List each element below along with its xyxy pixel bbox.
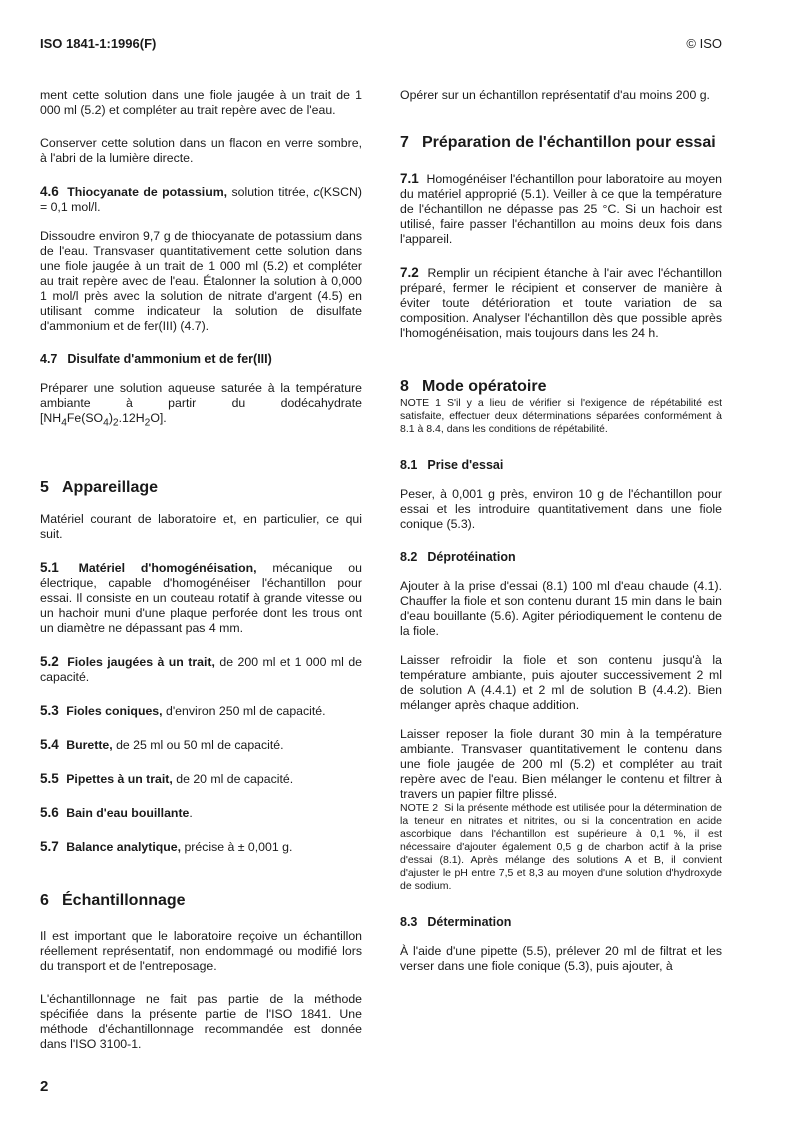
section-title: Mode opératoire bbox=[422, 378, 547, 395]
section-title: Détermination bbox=[427, 915, 512, 929]
section-8-2-heading bbox=[400, 550, 722, 565]
formula-part: .12H bbox=[118, 411, 145, 425]
section-5-4 bbox=[40, 737, 362, 753]
section-5-1 bbox=[40, 560, 362, 636]
section-5-5 bbox=[40, 771, 362, 787]
section-4-6-heading bbox=[40, 184, 362, 215]
section-7-1 bbox=[400, 171, 722, 247]
section-title: Prise d'essai bbox=[427, 458, 504, 472]
section-5-3 bbox=[40, 703, 362, 719]
note-label: NOTE 1 bbox=[400, 397, 441, 409]
section-5-7 bbox=[40, 839, 362, 855]
section-6-paragraph-1: Il est important que le laboratoire reçoive un échantillon réellement représentatif, non endommagé ou modifié lors du transport et de l'entreposage. bbox=[40, 929, 362, 974]
section-number: 7.1 bbox=[400, 171, 419, 186]
section-8-1-body: Peser, à 0,001 g près, environ 10 g de l'échantillon pour essai et les introduire quantitativement dans une fiole conique (5.3). bbox=[400, 487, 722, 531]
section-title: Préparation de l'échantillon pour essai bbox=[422, 134, 716, 151]
section-8-3-body: À l'aide d'une pipette (5.5), prélever 20 ml de filtrat et les verser dans une fiole conique (5.3), puis ajouter, à bbox=[400, 944, 722, 973]
section-number: 5.3 bbox=[40, 703, 59, 719]
section-7-2 bbox=[400, 265, 722, 341]
section-text: Homogénéiser l'échantillon pour laboratoire au moyen du matériel approprié (5.1). Veiller à ce que la température de l'échantillon ne dépasse pas 25 °C. Si un hachoir est utilisé, faire passer l'échantillon au moins deux fois dans l'appareil. bbox=[400, 172, 722, 246]
section-number: 5.4 bbox=[40, 737, 59, 753]
section-number: 5.1 bbox=[40, 560, 59, 576]
section-number: 7.2 bbox=[400, 265, 419, 280]
note-1 bbox=[400, 397, 722, 436]
standard-identifier: ISO 1841-1:1996(F) bbox=[40, 36, 157, 51]
formula-part: O]. bbox=[150, 411, 167, 425]
section-6-paragraph-2: L'échantillonnage ne fait pas partie de la méthode spécifiée dans la présente partie de l'ISO 1841. Une méthode d'échantillonnage recommandée est donnée dans l'ISO 3100-1. bbox=[40, 992, 362, 1052]
section-text: Préparer une solution aqueuse saturée à la température ambiante à partir du dodécahydrate bbox=[40, 381, 362, 410]
section-4-7-heading bbox=[40, 352, 362, 367]
section-number: 5.6 bbox=[40, 805, 59, 821]
section-number: 4.7 bbox=[40, 352, 58, 366]
section-8-2-paragraph-1: Ajouter à la prise d'essai (8.1) 100 ml d'eau chaude (4.1). Chauffer la fiole et son contenu durant 15 min dans le bain d'eau bouillante (5.6). Agiter périodiquement le contenu de la fiole. bbox=[400, 579, 722, 638]
formula-subscript: 4 bbox=[103, 417, 109, 429]
copyright-notice: © ISO bbox=[686, 36, 722, 51]
section-title: Déprotéination bbox=[427, 550, 516, 564]
section-number: 5 bbox=[40, 479, 49, 497]
section-8-3-heading bbox=[400, 915, 722, 930]
section-title: Bain d'eau bouillante bbox=[66, 806, 190, 821]
section-5-heading bbox=[40, 478, 362, 498]
section-number: 5.2 bbox=[40, 654, 59, 670]
section-title: Appareillage bbox=[62, 479, 159, 497]
section-text: de 20 ml de capacité. bbox=[172, 772, 294, 787]
section-title: Disulfate d'ammonium et de fer(III) bbox=[67, 352, 272, 366]
section-number: 8.3 bbox=[400, 915, 418, 929]
section-text: . bbox=[189, 806, 193, 821]
section-text: Remplir un récipient étanche à l'air avec l'échantillon préparé, fermer le récipient et conserver de manière à éviter toute détérioration et toute variation de sa composition. Analyser l'échantillon dès que possible après l'homogénéisation, mais toujours dans les 24 h. bbox=[400, 266, 722, 340]
page-number: 2 bbox=[40, 1078, 49, 1095]
note-text: S'il y a lieu de vérifier si l'exigence de répétabilité est satisfaite, effectuer deux déterminations séparées conformément à 8.1 à 8.4, dans les conditions de répétabilité. bbox=[400, 397, 722, 435]
paragraph-conserve: Conserver cette solution dans un flacon en verre sombre, à l'abri de la lumière directe. bbox=[40, 136, 362, 165]
section-number: 8.1 bbox=[400, 458, 418, 472]
section-text: de 200 ml et 1 000 ml de capacité. bbox=[40, 655, 362, 685]
section-number: 5.5 bbox=[40, 771, 59, 787]
section-7-heading bbox=[400, 133, 722, 153]
section-text: de 25 ml ou 50 ml de capacité. bbox=[112, 738, 284, 753]
note-label: NOTE 2 bbox=[400, 802, 439, 814]
section-title: Fioles coniques, bbox=[66, 704, 163, 719]
page-header bbox=[40, 36, 722, 54]
section-title: Thiocyanate de potassium, bbox=[67, 185, 228, 199]
section-title: Pipettes à un trait, bbox=[66, 772, 173, 787]
section-number: 6 bbox=[40, 892, 49, 910]
section-title: Échantillonnage bbox=[62, 892, 186, 910]
section-8-2-paragraph-2: Laisser refroidir la fiole et son contenu jusqu'à la température ambiante, puis ajouter successivement 2 ml de solution A (4.4.1) et 2 ml de solution B (4.4.2). Bien mélanger après chaque addition. bbox=[400, 653, 722, 712]
section-8-2-paragraph-3: Laisser reposer la fiole durant 30 min à la température ambiante. Transvaser quantitativement le contenu dans une fiole jaugée de 200 ml (5.2) et compléter au trait repère avec de l'eau. Bien mélanger le contenu et filtrer à travers un papier filtre plissé. bbox=[400, 727, 722, 801]
formula-subscript: 2 bbox=[112, 417, 119, 429]
formula-part: ) bbox=[108, 411, 113, 425]
section-8-heading bbox=[400, 377, 722, 397]
section-title: Fioles jaugées à un trait, bbox=[67, 655, 215, 670]
section-5-6 bbox=[40, 805, 362, 821]
left-column bbox=[40, 88, 362, 1052]
section-number: 5.7 bbox=[40, 839, 59, 855]
formula-text: (KSCN) = 0,1 mol/l. bbox=[40, 185, 362, 214]
paragraph-continued: Opérer sur un échantillon représentatif d'au moins 200 g. bbox=[400, 88, 710, 102]
section-8-1-heading bbox=[400, 458, 722, 473]
section-6-heading bbox=[40, 891, 362, 911]
formula-subscript: 2 bbox=[144, 417, 151, 429]
formula-symbol: c bbox=[313, 185, 320, 199]
note-text: Si la présente méthode est utilisée pour la détermination de la teneur en nitrates et nitrites, ou si la concentration en acide ascorbique dans l'échantillon est supérieure à 0,1 %, il est nécessaire d'ajouter également 0,5 g de charbon actif à la prise d'essai (8.1). Après mélange des solutions A et B, il convient d'ajuster le pH entre 7,5 et 8,3 au moyen d'une solution d'hydroxyde de sodium. bbox=[400, 802, 722, 892]
section-text: d'environ 250 ml de capacité. bbox=[162, 704, 326, 719]
formula-part: [NH bbox=[40, 411, 62, 425]
right-column bbox=[400, 88, 722, 974]
section-text: précise à ± 0,001 g. bbox=[181, 840, 293, 855]
section-4-7-body bbox=[40, 381, 362, 430]
section-number: 4.6 bbox=[40, 184, 59, 199]
section-text: solution titrée, bbox=[227, 185, 314, 199]
section-5-intro: Matériel courant de laboratoire et, en particulier, ce qui suit. bbox=[40, 512, 362, 542]
section-number: 8 bbox=[400, 378, 409, 395]
chemical-formula bbox=[40, 411, 167, 429]
section-title: Matériel d'homogénéisation, bbox=[78, 561, 257, 576]
formula-part: Fe(SO bbox=[66, 411, 104, 425]
section-title: Burette, bbox=[66, 738, 113, 753]
paragraph-continued: ment cette solution dans une fiole jaugée à un trait de 1 000 ml (5.2) et compléter au trait repère avec de l'eau. bbox=[40, 88, 362, 117]
section-title: Balance analytique, bbox=[66, 840, 182, 855]
section-number: 8.2 bbox=[400, 550, 418, 564]
formula-subscript: 4 bbox=[61, 417, 67, 429]
section-number: 7 bbox=[400, 134, 409, 151]
section-text: mécanique ou électrique, capable d'homogénéiser l'échantillon pour essai. Il consiste en un couteau rotatif à grande vitesse ou un hachoir muni d'une plaque perforée dont les trous ont un diamètre ne dépassant pas 4 mm. bbox=[40, 561, 362, 636]
note-2 bbox=[400, 802, 722, 893]
section-5-2 bbox=[40, 654, 362, 685]
section-4-6-body: Dissoudre environ 9,7 g de thiocyanate de potassium dans de l'eau. Transvaser quantitativement cette solution dans une fiole jaugée à un trait de 1 000 ml (5.2) et compléter au trait repère avec de l'eau. Étalonner la solution à 0,000 1 mol/l près avec la solution de nitrate d'argent (4.5) en utilisant comme indicateur la solution de disulfate d'ammonium et de fer(III) (4.7). bbox=[40, 229, 362, 333]
